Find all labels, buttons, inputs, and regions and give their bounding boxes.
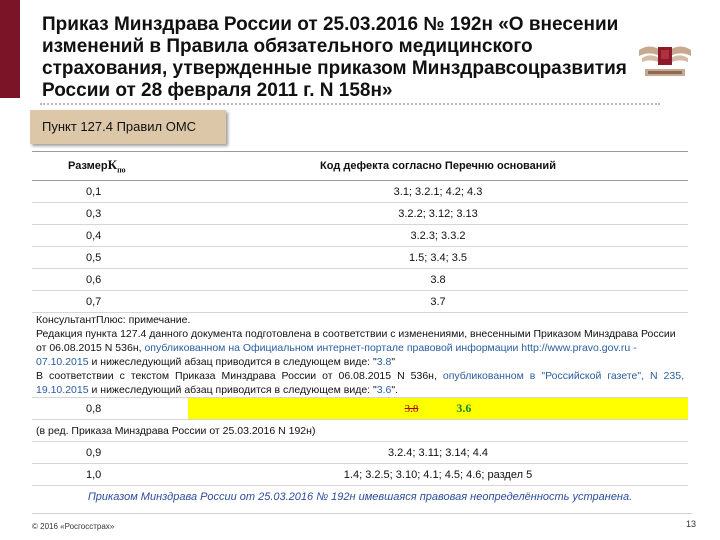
note-code-link[interactable]: 3.8 bbox=[376, 356, 392, 368]
note-text: ". bbox=[391, 384, 398, 396]
cell-code-changed bbox=[188, 398, 688, 420]
note-link-rg[interactable]: опубликованном в "Российской газете", N 235, 19.10.2015 bbox=[36, 370, 684, 396]
cell-code: 3.2.2; 3.12; 3.13 bbox=[188, 203, 688, 225]
note-text: и нижеследующий абзац приводится в следующем виде: " bbox=[91, 384, 377, 396]
copyright: © 2016 «Росгосстрах» bbox=[32, 522, 115, 531]
note-paragraph-1 bbox=[36, 327, 684, 369]
old-code-value: 3.8 bbox=[404, 403, 419, 415]
note-link-pravo[interactable]: опубликованном на Официальном интернет-портале правовой информации http://www.pravo.gov.ru - 07.10.2015 bbox=[36, 342, 637, 368]
table-row bbox=[32, 269, 688, 291]
cell-size: 0,3 bbox=[32, 203, 188, 225]
edition-note: (в ред. Приказа Минздрава России от 25.03.2016 N 192н) bbox=[32, 420, 688, 442]
cell-code: 1.5; 3.4; 3.5 bbox=[188, 247, 688, 269]
company-emblem-icon bbox=[637, 38, 693, 80]
accent-bar bbox=[0, 0, 20, 98]
cell-size: 0,7 bbox=[32, 291, 188, 313]
cell-size: 0,4 bbox=[32, 225, 188, 247]
cell-size: 0,6 bbox=[32, 269, 188, 291]
cell-code: 3.8 bbox=[188, 269, 688, 291]
column-header-size bbox=[32, 152, 188, 181]
highlighted-row bbox=[32, 398, 688, 420]
note-text: " bbox=[391, 356, 396, 368]
cell-size: 0,1 bbox=[32, 181, 188, 203]
note-text: и нижеследующий абзац приводится в следующем виде: " bbox=[91, 356, 377, 368]
header-k-subscript: по bbox=[117, 165, 126, 175]
table-row bbox=[32, 203, 688, 225]
rules-table-block bbox=[32, 151, 688, 486]
table-row bbox=[32, 225, 688, 247]
header-k-letter: К bbox=[107, 157, 118, 173]
page-number: 13 bbox=[685, 519, 696, 529]
cell-code: 1.4; 3.2.5; 3.10; 4.1; 4.5; 4.6; раздел 5 bbox=[188, 464, 688, 486]
new-code-value: 3.6 bbox=[456, 401, 472, 415]
rules-table bbox=[32, 152, 688, 486]
slide-title: Приказ Минздрава России от 25.03.2016 № 192н «О внесении изменений в Правила обязательного медицинского страхования, утвержденные приказом Минздравсоцразвития России от 28 февраля 2011 г. N 158н» bbox=[42, 14, 627, 101]
cell-code: 3.2.3; 3.3.2 bbox=[188, 225, 688, 247]
section-badge: Пункт 127.4 Правил ОМС bbox=[30, 110, 226, 144]
table-header-row bbox=[32, 152, 688, 181]
table-row bbox=[32, 464, 688, 486]
table-row bbox=[32, 181, 688, 203]
consultant-note bbox=[32, 313, 688, 398]
header-size-label: Размер bbox=[68, 160, 108, 173]
cell-size: 1,0 bbox=[32, 464, 188, 486]
header-k-symbol bbox=[107, 157, 126, 175]
cell-size: 0,5 bbox=[32, 247, 188, 269]
note-text: В соответствии с текстом Приказа Минздрава России от 06.08.2015 N 536н, bbox=[36, 370, 437, 382]
note-text: Редакция пункта 127.4 данного документа подготовлена в соответствии с изменениями, внесенными Приказом Минздрава России от 06.08.2015 N 536н, bbox=[36, 328, 676, 354]
note-title: КонсультантПлюс: примечание. bbox=[36, 314, 191, 326]
conclusion-text: Приказом Минздрава России от 25.03.2016 № 192н имевшаяся правовая неопределённость устранена. bbox=[87, 491, 633, 503]
table-row bbox=[32, 291, 688, 313]
cell-code: 3.7 bbox=[188, 291, 688, 313]
edition-note-row bbox=[32, 420, 688, 442]
table-row bbox=[32, 442, 688, 464]
table-row bbox=[32, 247, 688, 269]
cell-code: 3.1; 3.2.1; 4.2; 4.3 bbox=[188, 181, 688, 203]
cell-size: 0,8 bbox=[32, 398, 188, 420]
note-paragraph-2 bbox=[36, 369, 684, 397]
note-code-link[interactable]: 3.6 bbox=[376, 384, 392, 396]
footer-divider bbox=[32, 513, 692, 514]
cell-size: 0,9 bbox=[32, 442, 188, 464]
title-divider bbox=[40, 103, 660, 105]
column-header-code: Код дефекта согласно Перечню оснований bbox=[188, 152, 688, 181]
cell-code: 3.2.4; 3.11; 3.14; 4.4 bbox=[188, 442, 688, 464]
consultant-note-row bbox=[32, 313, 688, 398]
